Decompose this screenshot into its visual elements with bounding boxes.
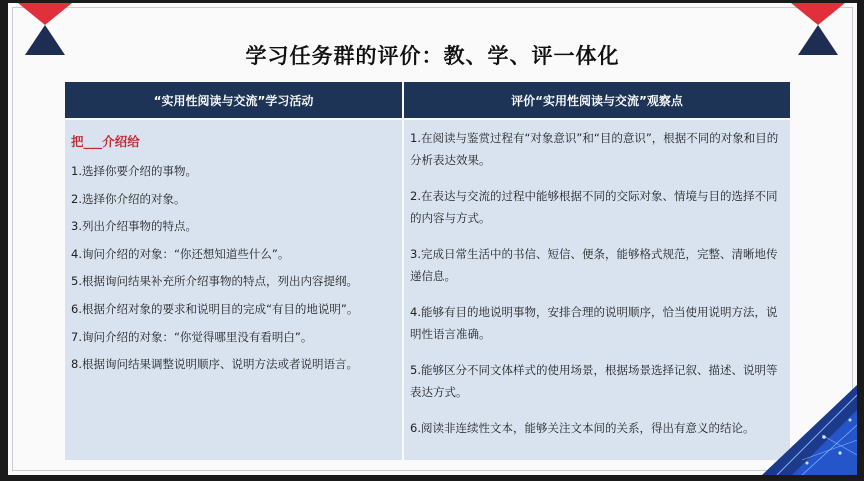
- observation-item: 2.在表达与交流的过程中能够根据不同的交际对象、情境与目的选择不同的内容与方式。: [410, 189, 778, 225]
- observation-item: 6.阅读非连续性文本，能够关注文本间的关系，得出有意义的结论。: [410, 421, 755, 435]
- activities-column: [65, 120, 402, 460]
- observation-item: 5.能够区分不同文体样式的使用场景，根据场景选择记叙、描述、说明等表达方式。: [410, 363, 778, 399]
- activity-item: 1.选择你要介绍的事物。: [71, 164, 197, 178]
- activity-item: 2.选择你介绍的对象。: [71, 191, 186, 206]
- activity-item: 6.根据介绍对象的要求和说明目的完成“有目的地说明”。: [71, 301, 359, 316]
- activity-item: 5.根据询问结果补充所介绍事物的特点，列出内容提纲。: [71, 274, 358, 289]
- red-triangle-decoration: [18, 3, 72, 25]
- activity-heading: 把___介绍给: [71, 134, 140, 149]
- activity-item: 3.列出介绍事物的特点。: [71, 219, 197, 234]
- page-title: 学习任务群的评价：教、学、评一体化: [245, 44, 620, 68]
- comparison-table: [65, 82, 790, 460]
- activity-item: 8.根据询问结果调整说明顺序、说明方法或者说明语言。: [71, 357, 358, 372]
- observation-item: 4.能够有目的地说明事物，安排合理的说明顺序，恰当使用说明方法，说明性语言准确。: [410, 305, 778, 341]
- left-column-header: “实用性阅读与交流”学习活动: [65, 82, 402, 118]
- observation-item: 1.在阅读与鉴赏过程有“对象意识”和“目的意识”，根据不同的对象和目的分析表达效果。: [410, 131, 779, 167]
- activity-item: 4.询问介绍的对象：“你还想知道些什么”。: [71, 246, 290, 261]
- right-column-header: 评价“实用性阅读与交流”观察点: [404, 82, 790, 118]
- slide: [8, 3, 857, 475]
- observation-item: 3.完成日常生活中的书信、短信、便条，能够格式规范，完整、清晰地传递信息。: [410, 247, 778, 283]
- activity-item: 7.询问介绍的对象：“你觉得哪里没有看明白”。: [71, 329, 313, 344]
- corner-network-decoration: [762, 385, 857, 475]
- red-triangle-decoration: [791, 3, 845, 25]
- observation-points-column: [404, 120, 790, 460]
